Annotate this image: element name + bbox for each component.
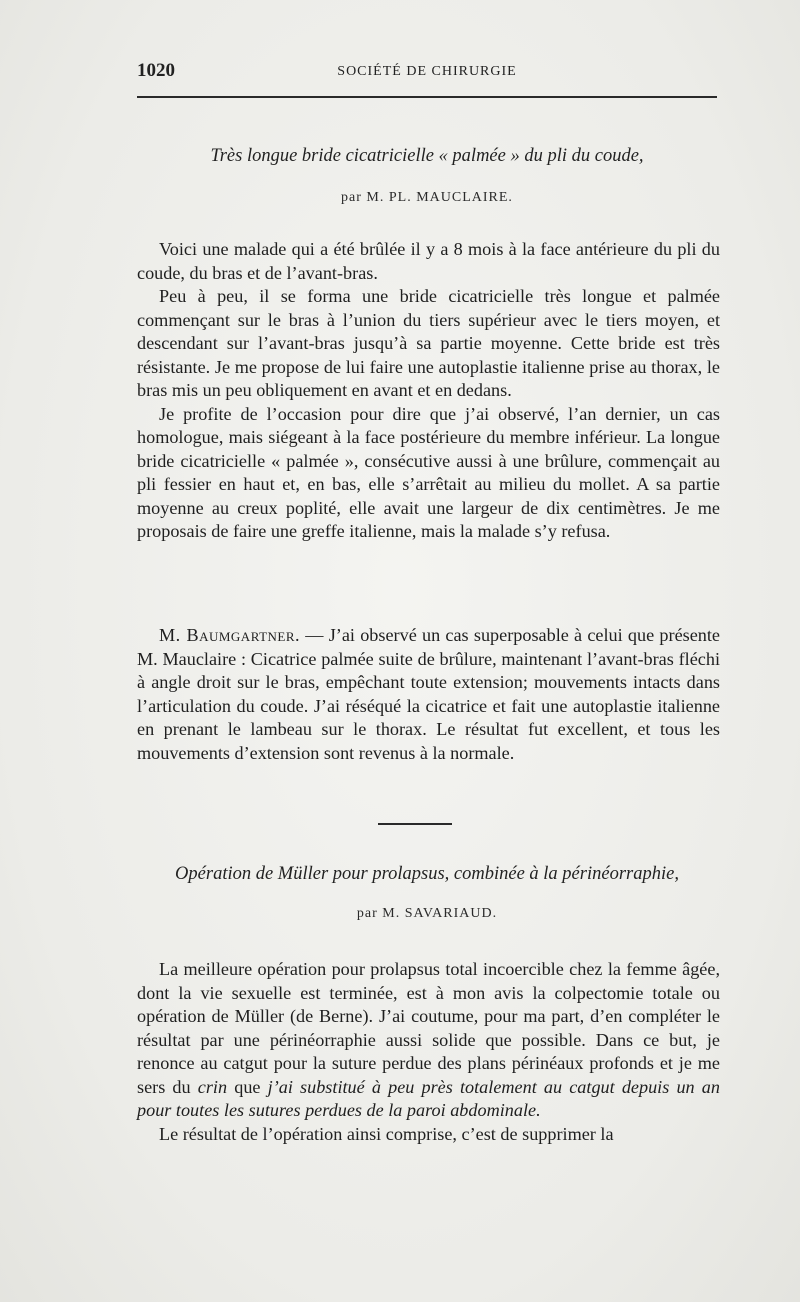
page-number: 1020 bbox=[137, 60, 175, 81]
italic-text: j’ai substitué à peu près totalement au catgut depuis un an pour toutes les sutures perdues de la paroi abdominale. bbox=[137, 1076, 720, 1120]
discussion-text: — J’ai observé un cas superposable à celui que présente M. Mauclaire : Cicatrice palmée suite de brûlure, maintenant l’avant-bras fléchi à angle droit sur le bras, empêchant toute extension; mouvements intacts dans l’articulation du coude. J’ai réséqué la cicatrice et fait une autoplastie italienne en prenant le lambeau sur le thorax. Le résultat fut excellent, et tous les mouvements d’extension sont revenus à la normale. bbox=[137, 625, 721, 763]
italic-word: crin bbox=[197, 1076, 228, 1097]
header-rule bbox=[137, 96, 717, 98]
paragraph-text: que bbox=[227, 1076, 268, 1097]
running-header bbox=[137, 60, 717, 86]
byline-savariaud: par M. SAVARIAUD. bbox=[356, 906, 498, 921]
speaker-name: M. Baumgartner. bbox=[159, 625, 301, 645]
paragraph bbox=[137, 624, 720, 765]
article-title-bride: Très longue bride cicatricielle « palmée » du pli du coude, bbox=[210, 146, 644, 166]
section-separator bbox=[378, 823, 452, 825]
paragraph-text: La meilleure opération pour prolapsus total incoercible chez la femme âgée, dont la vie sexuelle est terminée, est à mon avis la colpectomie totale ou opération de Müller (de Berne). J’ai coutume, pour ma part, d’en compléter le résultat par une périnéorraphie aussi solide que possible. Dans ce but, je renonce au catgut pour la suture perdue des plans périnéaux profonds et je me sers du bbox=[137, 959, 720, 1097]
paragraph bbox=[137, 958, 720, 1123]
byline-mauclaire: par M. PL. MAUCLAIRE. bbox=[341, 190, 513, 205]
paragraph: Peu à peu, il se forma une bride cicatricielle très longue et palmée commençant sur le bras à l’union du tiers supérieur avec le tiers moyen, et descendant sur l’avant-bras jusqu’à sa partie moyenne. Cette bride est très résistante. Je me propose de lui faire une autoplastie italienne prise au thorax, le bras mis un peu obliquement en avant et en dedans. bbox=[137, 286, 720, 400]
paragraph: Le résultat de l’opération ainsi comprise, c’est de supprimer la bbox=[159, 1123, 614, 1144]
paragraph: Voici une malade qui a été brûlée il y a 8 mois à la face antérieure du pli du coude, du bras et de l’avant-bras. bbox=[137, 239, 720, 283]
discussion-baumgartner bbox=[137, 624, 720, 765]
article2-body bbox=[137, 958, 720, 1146]
article-title-muller: Opération de Müller pour prolapsus, combinée à la périnéorraphie, bbox=[175, 864, 679, 884]
paragraph: Je profite de l’occasion pour dire que j’ai observé, l’an dernier, un cas homologue, mais siégeant à la face postérieure du membre inférieur. La longue bride cicatricielle « palmée », consécutive aussi à une brûlure, commençait au pli fessier en haut et, en bas, elle s’arrêtait au milieu du mollet. A sa partie moyenne au creux poplité, elle avait une largeur de dix centimètres. Je me proposais de faire une greffe italienne, mais la malade s’y refusa. bbox=[137, 403, 720, 541]
running-title: SOCIÉTÉ DE CHIRURGIE bbox=[337, 64, 517, 79]
article1-body bbox=[137, 238, 720, 544]
